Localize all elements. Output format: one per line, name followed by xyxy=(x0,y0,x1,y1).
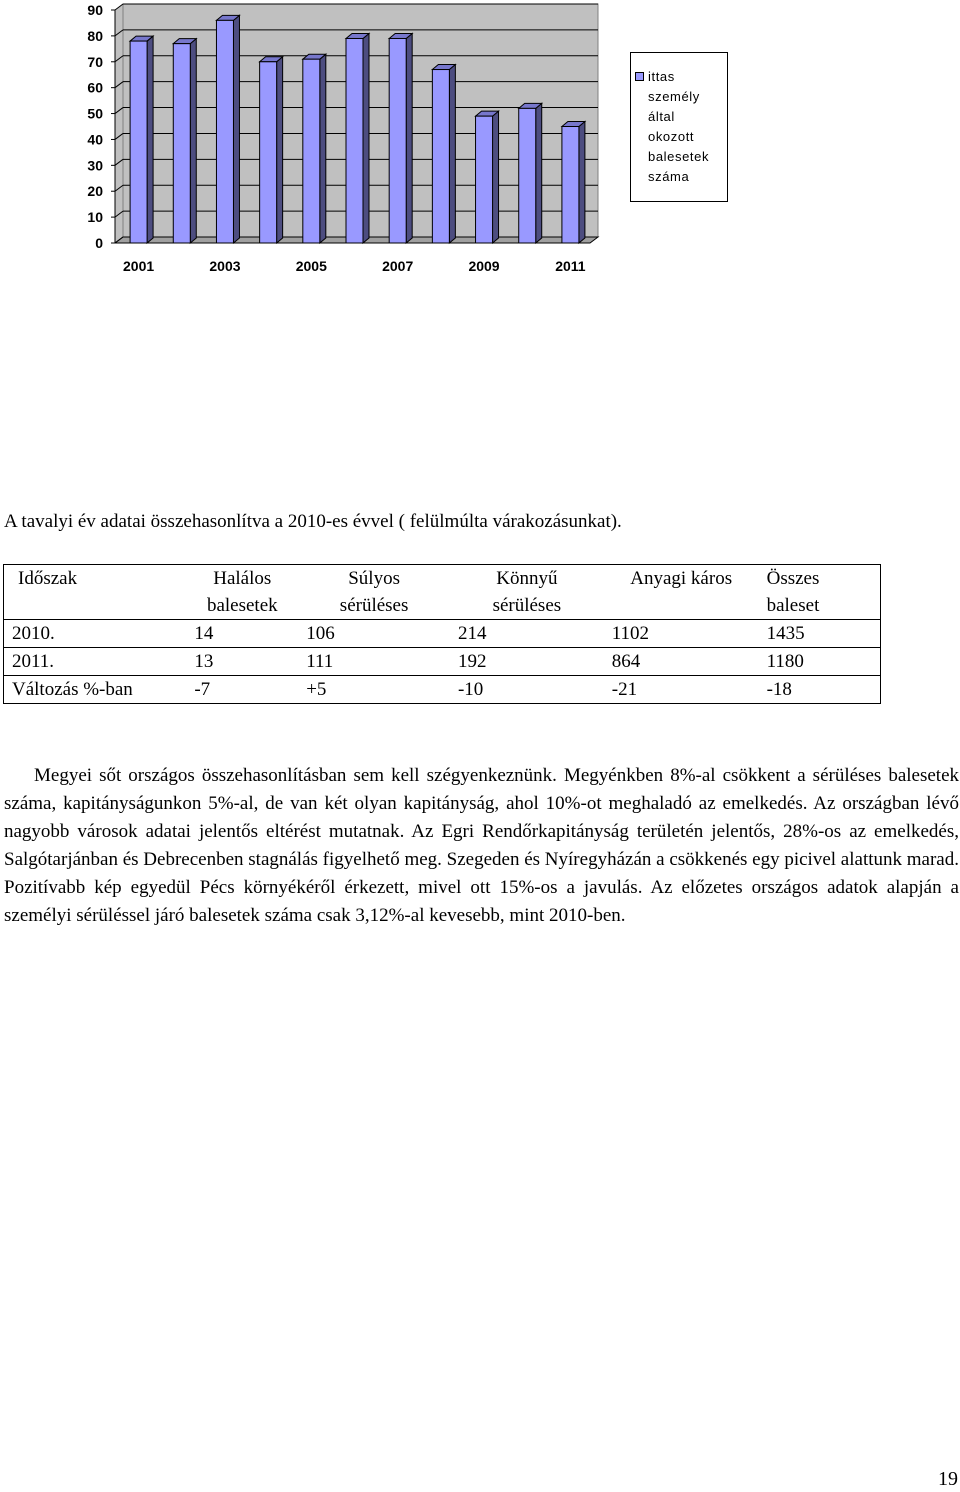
bar xyxy=(260,62,277,243)
table-row xyxy=(4,620,881,648)
bar-side xyxy=(320,54,326,243)
bar-side xyxy=(363,33,369,243)
bar xyxy=(519,108,536,243)
y-tick-label: 70 xyxy=(87,53,103,70)
chart-legend xyxy=(630,52,728,202)
paragraph-text: Megyei sőt országos összehasonlításban sem kell szégyenkeznünk. Megyénkben 8%-al csökkent a sérüléses balesetek száma, kapitányságunkon 5%-al, de van két olyan kapitányság, ahol 10%-ot meghaladó az emelkedés. Az országban lévő nagyobb városok adatai jelentős eltérést mutatnak. Az Egri Rendőrkapitányság területén jelentős, 28%-os az emelkedés, Salgótarjánban és Debrecenben stagnálás figyelhető meg. Szegeden és Nyíregyházán a csökkenés egy picivel alattunk marad. Pozitívabb kép egyedül Pécs környékéről érkezett, mivel ott 15%-os a javulás. Az előzetes országos adatok alapján a személyi sérüléssel járó balesetek száma csak 3,12%-al kevesebb, mint 2010-ben. xyxy=(4,765,959,926)
x-tick-label: 2009 xyxy=(468,258,500,274)
table-row xyxy=(4,676,881,704)
bar-side xyxy=(233,15,239,243)
bar-side xyxy=(493,111,499,243)
legend-swatch xyxy=(635,72,644,81)
comparison-table xyxy=(3,564,881,704)
y-tick-label: 50 xyxy=(87,105,103,122)
bar xyxy=(130,41,147,243)
table-cell: 2011. xyxy=(4,648,187,676)
y-tick-label: 60 xyxy=(87,79,103,96)
legend-line: személy xyxy=(648,89,700,104)
legend-line: által xyxy=(648,109,675,124)
header-cell: Anyagi káros xyxy=(604,565,759,620)
table-cell: -21 xyxy=(604,676,759,704)
table-cell: 1435 xyxy=(759,620,881,648)
bar-side xyxy=(406,33,412,243)
bar-chart xyxy=(0,0,620,290)
bar xyxy=(562,127,579,244)
table-cell: -18 xyxy=(759,676,881,704)
bar xyxy=(173,44,190,243)
table-cell: 13 xyxy=(186,648,298,676)
legend-line: okozott xyxy=(648,129,695,144)
bar-side xyxy=(190,39,196,243)
header-cell: Könnyű sérüléses xyxy=(450,565,604,620)
table-cell: 106 xyxy=(298,620,450,648)
bar-side xyxy=(147,36,153,243)
table-cell: -7 xyxy=(186,676,298,704)
bar-side xyxy=(277,57,283,243)
bar xyxy=(216,20,233,243)
table-cell: Változás %-ban xyxy=(4,676,187,704)
table-row xyxy=(4,648,881,676)
bar-side xyxy=(449,65,455,243)
table-cell: 2010. xyxy=(4,620,187,648)
legend-label xyxy=(648,67,728,187)
x-tick-label: 2001 xyxy=(123,258,155,274)
y-tick-label: 90 xyxy=(87,2,103,18)
y-tick-label: 0 xyxy=(95,235,103,251)
x-tick-label: 2007 xyxy=(382,258,414,274)
x-tick-label: 2003 xyxy=(209,258,241,274)
header-cell: Halálos balesetek xyxy=(186,565,298,620)
bar xyxy=(303,59,320,243)
body-paragraph xyxy=(4,762,959,930)
table-cell: 864 xyxy=(604,648,759,676)
intro-text: A tavalyi év adatai összehasonlítva a 2010-es évvel ( felülmúlta várakozásunkat). xyxy=(4,511,622,532)
legend-line: száma xyxy=(648,169,690,184)
bar xyxy=(476,116,493,243)
table-cell: 111 xyxy=(298,648,450,676)
legend-line: ittas xyxy=(648,69,675,84)
table-cell: 214 xyxy=(450,620,604,648)
bar xyxy=(389,38,406,243)
bar-side xyxy=(536,103,542,243)
page-number: 19 xyxy=(938,1468,958,1490)
bar xyxy=(346,38,363,243)
table-cell: +5 xyxy=(298,676,450,704)
legend-line: balesetek xyxy=(648,149,710,164)
table-header-row xyxy=(4,565,881,620)
y-tick-label: 40 xyxy=(87,131,103,148)
x-tick-label: 2011 xyxy=(555,258,586,274)
header-cell: Súlyos sérüléses xyxy=(298,565,450,620)
y-tick-label: 80 xyxy=(87,27,103,44)
y-tick-label: 30 xyxy=(87,157,103,174)
bar xyxy=(432,70,449,243)
bar-side xyxy=(579,122,585,244)
table-cell: 1102 xyxy=(604,620,759,648)
table-cell: -10 xyxy=(450,676,604,704)
table-cell: 1180 xyxy=(759,648,881,676)
y-tick-label: 20 xyxy=(87,183,103,200)
header-cell: Időszak xyxy=(4,565,187,620)
x-tick-label: 2005 xyxy=(295,258,327,274)
table-cell: 192 xyxy=(450,648,604,676)
header-cell: Összes baleset xyxy=(759,565,881,620)
y-tick-label: 10 xyxy=(87,209,103,226)
table-cell: 14 xyxy=(186,620,298,648)
